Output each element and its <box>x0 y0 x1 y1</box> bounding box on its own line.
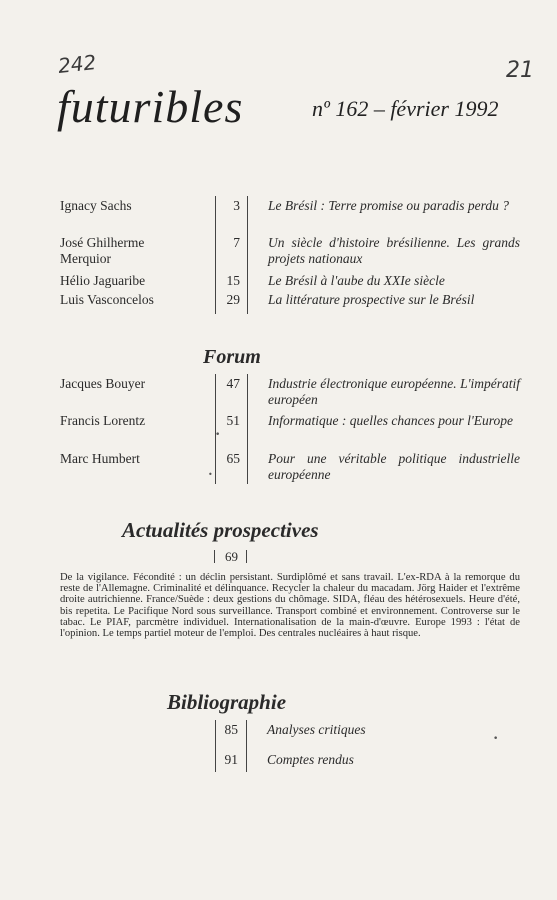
entry-title: Pour une véritable politique industrielle européenne <box>268 451 520 482</box>
entry-title: Un siècle d'histoire brésilienne. Les grands projets nationaux <box>268 235 520 266</box>
entry-page: 51 <box>226 413 240 428</box>
column-rule-right <box>247 374 248 484</box>
entry-page: 47 <box>226 376 240 391</box>
handwritten-number-left: 242 <box>56 50 98 78</box>
column-rule-left <box>215 374 216 484</box>
pen-mark: • <box>215 430 221 440</box>
entry-title: Industrie électronique européenne. L'impératif européen <box>268 376 520 407</box>
entry-title: Comptes rendus <box>267 752 354 767</box>
entry-author: Ignacy Sachs <box>60 198 132 213</box>
page-rule-right <box>246 550 247 563</box>
entry-title: Analyses critiques <box>267 722 366 737</box>
actualites-summary: De la vigilance. Fécondité : un déclin persistant. Surdiplômé et sans travail. L'ex-RDA à la remorque du reste de l'Allemagne. Criminalité et délinquance. Recycler la chaleur du macadam. Jörg Haider et l'extrême droite autrichienne. France/Suède : deux gestions du chômage. SIDA, fléau des hétérosexuels. Heure d'été, bis repetita. Le Pacifique Nord sous surveillance. Transport combiné et environnement. Controverse sur le tabac. Le PIAF, parcmètre individuel. Internationalisation de la main-d'œuvre. Europe 1993 : l'état de l'opinion. Le temps partiel moteur de l'emploi. Des centrales nucléaires à haut risque. <box>60 572 520 640</box>
entry-author: José Ghilherme Merquior <box>60 235 145 266</box>
page-rule-left <box>214 550 215 563</box>
entry-title: Le Brésil à l'aube du XXIe siècle <box>268 273 445 288</box>
issue-number-date: nº 162 – février 1992 <box>312 96 499 121</box>
entry-title: La littérature prospective sur le Brésil <box>268 292 475 307</box>
column-rule-right <box>246 720 247 772</box>
entry-page: 91 <box>224 752 238 767</box>
entry-page: 3 <box>233 198 240 213</box>
column-rule-left <box>215 196 216 314</box>
journal-logo: futuribles <box>57 81 244 132</box>
section-heading-forum: Forum <box>203 346 261 368</box>
section-heading-actualites: Actualités prospectives <box>122 518 319 542</box>
column-rule-left <box>215 720 216 772</box>
pen-mark: • <box>493 734 499 744</box>
entry-page: 65 <box>226 451 240 466</box>
entry-title: Le Brésil : Terre promise ou paradis perdu ? <box>268 198 510 213</box>
entry-title: Informatique : quelles chances pour l'Europe <box>268 413 513 428</box>
section-heading-bibliographie: Bibliographie <box>167 690 287 714</box>
entry-author: Luis Vasconcelos <box>60 292 154 307</box>
section-page-number: 69 <box>225 549 238 564</box>
entry-page: 15 <box>226 273 240 288</box>
pen-mark: • <box>208 470 213 479</box>
entry-author: Marc Humbert <box>60 451 140 466</box>
entry-author: Hélio Jaguaribe <box>60 273 146 288</box>
entry-page: 29 <box>226 292 240 307</box>
handwritten-number-right: 21 <box>506 58 534 83</box>
entry-author: Jacques Bouyer <box>60 376 146 391</box>
entry-page: 7 <box>233 235 240 250</box>
column-rule-right <box>247 196 248 314</box>
entry-page: 85 <box>224 722 238 737</box>
entry-author: Francis Lorentz <box>60 413 146 428</box>
